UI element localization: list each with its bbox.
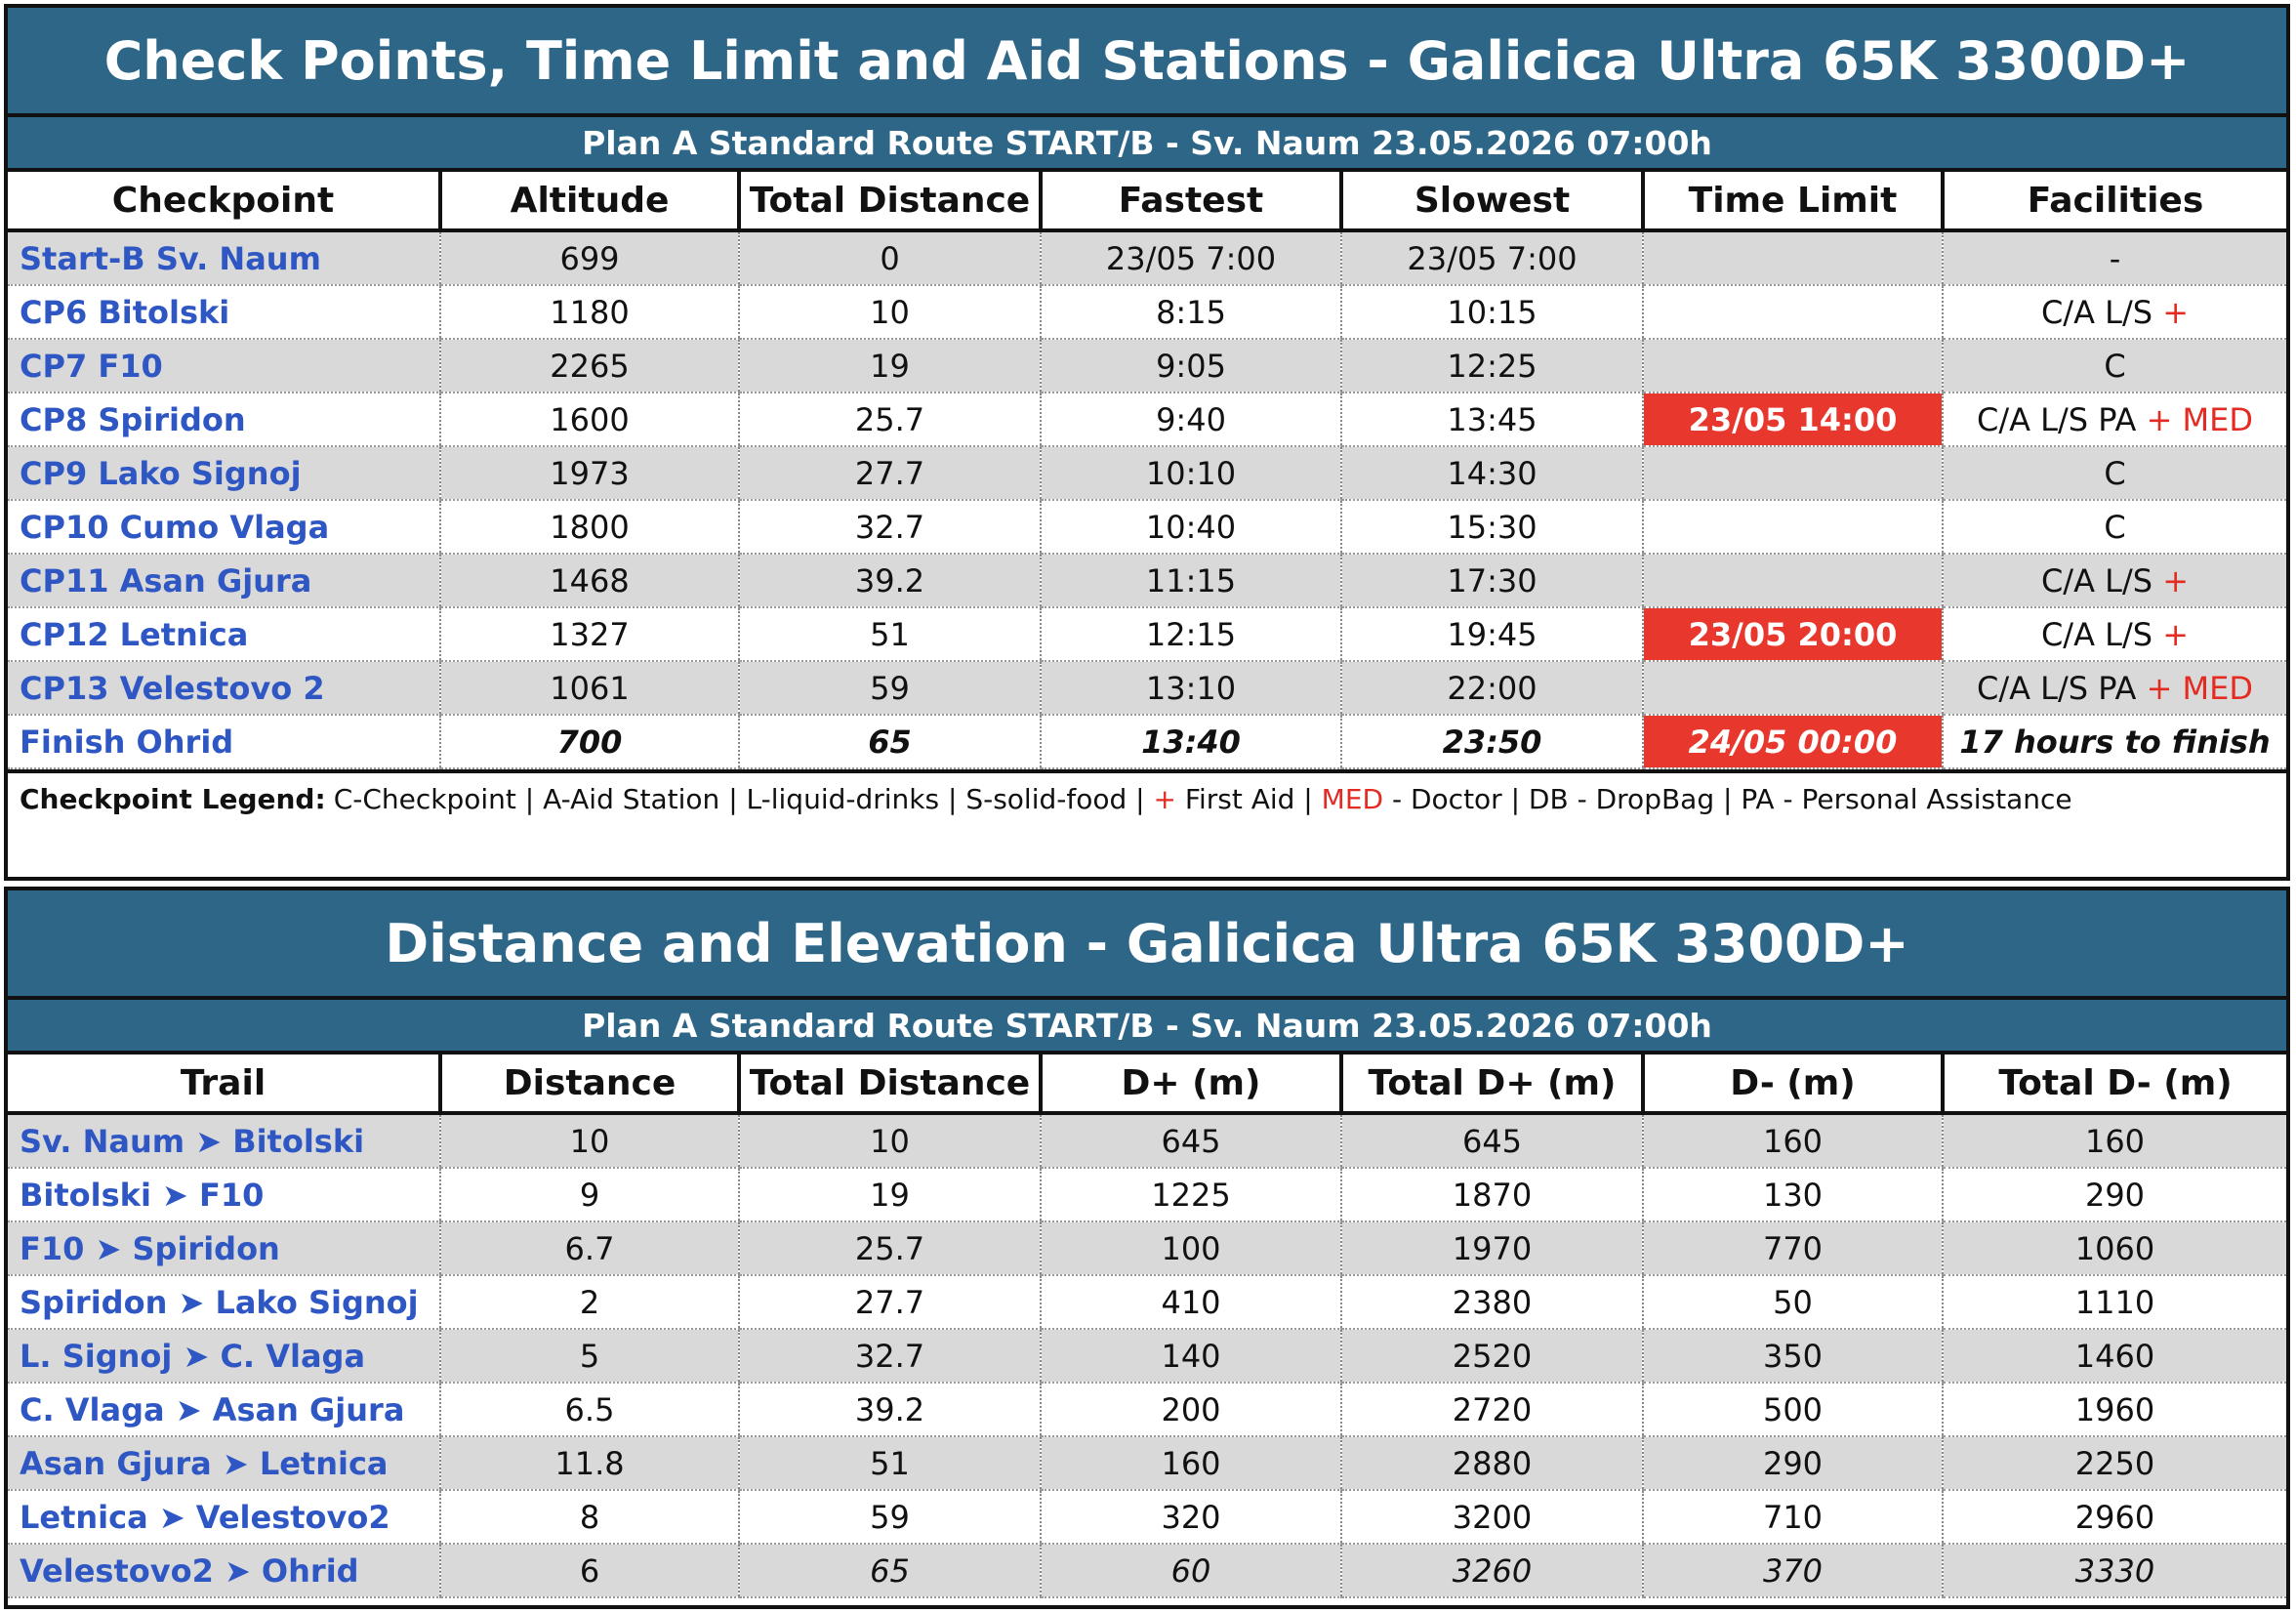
altitude-cell: 1061 (440, 661, 739, 715)
facilities-cell (1943, 554, 2286, 607)
table-row (8, 554, 2286, 607)
distance-title: Distance and Elevation - Galicica Ultra 65K 3300D+ (8, 890, 2286, 1000)
distance-header-row (8, 1055, 2286, 1113)
fastest-cell: 12:15 (1041, 607, 1341, 661)
total-distance-cell: 59 (739, 661, 1041, 715)
d-minus-cell: 50 (1643, 1275, 1943, 1329)
checkpoint-name: CP6 Bitolski (8, 285, 440, 339)
fastest-cell: 9:40 (1041, 393, 1341, 446)
distance-cell: 6 (440, 1544, 739, 1597)
altitude-cell: 2265 (440, 339, 739, 393)
total-d-plus-cell: 2380 (1341, 1275, 1643, 1329)
total-distance-cell: 10 (739, 1113, 1041, 1168)
total-d-minus-cell: 160 (1943, 1113, 2286, 1168)
time-limit-cell (1643, 661, 1943, 715)
legend-first-aid-symbol: + (1153, 782, 1176, 815)
fastest-cell: 10:40 (1041, 500, 1341, 554)
time-limit-cell (1643, 554, 1943, 607)
checkpoints-table-block (4, 4, 2290, 881)
total-d-plus-cell: 1970 (1341, 1221, 1643, 1275)
distance-cell: 6.5 (440, 1383, 739, 1436)
facilities-cell (1943, 607, 2286, 661)
d-plus-cell: 200 (1041, 1383, 1341, 1436)
slowest-cell: 10:15 (1341, 285, 1643, 339)
total-distance-cell: 39.2 (739, 1383, 1041, 1436)
checkpoint-name: CP10 Cumo Vlaga (8, 500, 440, 554)
legend-text: - Doctor | DB - DropBag | PA - Personal Assistance (1391, 782, 2072, 815)
time-limit-cell: 23/05 14:00 (1643, 393, 1943, 446)
checkpoint-name: CP9 Lako Signoj (8, 446, 440, 500)
legend-label: Checkpoint Legend: (20, 782, 326, 815)
total-d-minus-cell: 1960 (1943, 1383, 2286, 1436)
column-header: Altitude (440, 172, 739, 230)
trail-name: F10 ➤ Spiridon (8, 1221, 440, 1275)
fastest-cell: 23/05 7:00 (1041, 230, 1341, 285)
d-minus-cell: 160 (1643, 1113, 1943, 1168)
column-header: Fastest (1041, 172, 1341, 230)
altitude-cell: 1973 (440, 446, 739, 500)
checkpoint-name: Finish Ohrid (8, 715, 440, 768)
total-distance-cell: 19 (739, 1168, 1041, 1221)
facilities-text: C (2104, 347, 2126, 385)
facilities-text: C/A L/S PA (1976, 400, 2137, 438)
d-minus-cell: 770 (1643, 1221, 1943, 1275)
distance-cell: 2 (440, 1275, 739, 1329)
checkpoint-name: CP8 Spiridon (8, 393, 440, 446)
trail-name: Spiridon ➤ Lako Signoj (8, 1275, 440, 1329)
table-row (8, 230, 2286, 285)
column-header: Total D+ (m) (1341, 1055, 1643, 1113)
total-distance-cell: 0 (739, 230, 1041, 285)
facilities-medical-marker: + (2162, 293, 2190, 331)
total-distance-cell: 19 (739, 339, 1041, 393)
column-header: Trail (8, 1055, 440, 1113)
checkpoint-name: CP12 Letnica (8, 607, 440, 661)
total-d-plus-cell: 2520 (1341, 1329, 1643, 1383)
facilities-text: C (2104, 508, 2126, 546)
facilities-text: C (2104, 454, 2126, 492)
facilities-text: C/A L/S (2040, 615, 2153, 653)
distance-subtitle: Plan A Standard Route START/B - Sv. Naum 23.05.2026 07:00h (8, 1000, 2286, 1055)
facilities-medical-marker: + MED (2146, 400, 2254, 438)
d-plus-cell: 100 (1041, 1221, 1341, 1275)
table-row (8, 446, 2286, 500)
table-row (8, 607, 2286, 661)
altitude-cell: 699 (440, 230, 739, 285)
distance-cell: 9 (440, 1168, 739, 1221)
table-row (8, 285, 2286, 339)
total-distance-cell: 27.7 (739, 446, 1041, 500)
total-distance-cell: 32.7 (739, 1329, 1041, 1383)
fastest-cell: 13:40 (1041, 715, 1341, 768)
facilities-cell (1943, 339, 2286, 393)
d-plus-cell: 60 (1041, 1544, 1341, 1597)
total-distance-cell: 59 (739, 1490, 1041, 1544)
slowest-cell: 23/05 7:00 (1341, 230, 1643, 285)
d-minus-cell: 370 (1643, 1544, 1943, 1597)
checkpoints-subtitle: Plan A Standard Route START/B - Sv. Naum 23.05.2026 07:00h (8, 117, 2286, 172)
facilities-text: C/A L/S PA (1976, 669, 2137, 707)
trail-name: Velestovo2 ➤ Ohrid (8, 1544, 440, 1597)
facilities-cell (1943, 715, 2286, 768)
total-d-minus-cell: 290 (1943, 1168, 2286, 1221)
slowest-cell: 14:30 (1341, 446, 1643, 500)
total-d-minus-cell: 1060 (1943, 1221, 2286, 1275)
legend-med-symbol: MED (1321, 782, 1384, 815)
fastest-cell: 9:05 (1041, 339, 1341, 393)
table-row (8, 393, 2286, 446)
checkpoints-table (8, 172, 2286, 769)
fastest-cell: 13:10 (1041, 661, 1341, 715)
table-row (8, 339, 2286, 393)
d-minus-cell: 290 (1643, 1436, 1943, 1490)
trail-name: Asan Gjura ➤ Letnica (8, 1436, 440, 1490)
facilities-text: C/A L/S (2040, 561, 2153, 600)
d-plus-cell: 160 (1041, 1436, 1341, 1490)
facilities-cell (1943, 393, 2286, 446)
distance-cell: 5 (440, 1329, 739, 1383)
distance-cell: 11.8 (440, 1436, 739, 1490)
legend-text: C-Checkpoint | A-Aid Station | L-liquid-drinks | S-solid-food | (333, 782, 1145, 815)
total-distance-cell: 25.7 (739, 393, 1041, 446)
slowest-cell: 15:30 (1341, 500, 1643, 554)
checkpoint-name: CP11 Asan Gjura (8, 554, 440, 607)
total-d-plus-cell: 2880 (1341, 1436, 1643, 1490)
column-header: Facilities (1943, 172, 2286, 230)
altitude-cell: 1327 (440, 607, 739, 661)
total-distance-cell: 27.7 (739, 1275, 1041, 1329)
column-header: D+ (m) (1041, 1055, 1341, 1113)
column-header: Distance (440, 1055, 739, 1113)
trail-name: L. Signoj ➤ C. Vlaga (8, 1329, 440, 1383)
column-header: Checkpoint (8, 172, 440, 230)
column-header: Slowest (1341, 172, 1643, 230)
time-limit-cell (1643, 446, 1943, 500)
slowest-cell: 22:00 (1341, 661, 1643, 715)
d-minus-cell: 350 (1643, 1329, 1943, 1383)
column-header: D- (m) (1643, 1055, 1943, 1113)
total-d-minus-cell: 2250 (1943, 1436, 2286, 1490)
d-plus-cell: 140 (1041, 1329, 1341, 1383)
altitude-cell: 1180 (440, 285, 739, 339)
facilities-cell (1943, 661, 2286, 715)
facilities-medical-marker: + (2162, 615, 2190, 653)
facilities-cell (1943, 230, 2286, 285)
fastest-cell: 10:10 (1041, 446, 1341, 500)
checkpoint-name: Start-B Sv. Naum (8, 230, 440, 285)
facilities-cell (1943, 446, 2286, 500)
facilities-medical-marker: + (2162, 561, 2190, 600)
slowest-cell: 13:45 (1341, 393, 1643, 446)
total-d-plus-cell: 645 (1341, 1113, 1643, 1168)
d-minus-cell: 130 (1643, 1168, 1943, 1221)
trail-name: Letnica ➤ Velestovo2 (8, 1490, 440, 1544)
facilities-text: - (2109, 239, 2121, 277)
facilities-cell (1943, 500, 2286, 554)
slowest-cell: 23:50 (1341, 715, 1643, 768)
legend-text: First Aid | (1184, 782, 1313, 815)
total-d-plus-cell: 3200 (1341, 1490, 1643, 1544)
time-limit-cell (1643, 285, 1943, 339)
column-header: Time Limit (1643, 172, 1943, 230)
trail-name: C. Vlaga ➤ Asan Gjura (8, 1383, 440, 1436)
facilities-medical-marker: + MED (2146, 669, 2254, 707)
table-row (8, 1544, 2286, 1597)
total-distance-cell: 51 (739, 607, 1041, 661)
distance-table-block (4, 887, 2290, 1609)
slowest-cell: 17:30 (1341, 554, 1643, 607)
table-row (8, 500, 2286, 554)
fastest-cell: 8:15 (1041, 285, 1341, 339)
total-distance-cell: 65 (739, 715, 1041, 768)
d-plus-cell: 320 (1041, 1490, 1341, 1544)
table-row (8, 1490, 2286, 1544)
checkpoint-name: CP13 Velestovo 2 (8, 661, 440, 715)
distance-cell: 8 (440, 1490, 739, 1544)
checkpoint-legend (8, 769, 2286, 824)
altitude-cell: 1800 (440, 500, 739, 554)
d-minus-cell: 500 (1643, 1383, 1943, 1436)
total-d-minus-cell: 2960 (1943, 1490, 2286, 1544)
altitude-cell: 1600 (440, 393, 739, 446)
column-header: Total Distance (739, 1055, 1041, 1113)
total-d-minus-cell: 3330 (1943, 1544, 2286, 1597)
distance-table (8, 1055, 2286, 1598)
time-limit-cell: 23/05 20:00 (1643, 607, 1943, 661)
time-limit-cell (1643, 230, 1943, 285)
table-row (8, 715, 2286, 768)
table-row (8, 1329, 2286, 1383)
table-row (8, 1113, 2286, 1168)
facilities-text: C/A L/S (2040, 293, 2153, 331)
table-row (8, 1436, 2286, 1490)
trail-name: Bitolski ➤ F10 (8, 1168, 440, 1221)
total-distance-cell: 51 (739, 1436, 1041, 1490)
total-d-plus-cell: 3260 (1341, 1544, 1643, 1597)
checkpoints-title: Check Points, Time Limit and Aid Stations - Galicica Ultra 65K 3300D+ (8, 8, 2286, 117)
table-row (8, 1221, 2286, 1275)
trail-name: Sv. Naum ➤ Bitolski (8, 1113, 440, 1168)
total-d-minus-cell: 1110 (1943, 1275, 2286, 1329)
distance-cell: 10 (440, 1113, 739, 1168)
checkpoints-header-row (8, 172, 2286, 230)
facilities-cell (1943, 285, 2286, 339)
table-row (8, 1275, 2286, 1329)
column-header: Total D- (m) (1943, 1055, 2286, 1113)
d-plus-cell: 1225 (1041, 1168, 1341, 1221)
total-distance-cell: 10 (739, 285, 1041, 339)
total-distance-cell: 65 (739, 1544, 1041, 1597)
d-plus-cell: 410 (1041, 1275, 1341, 1329)
total-distance-cell: 39.2 (739, 554, 1041, 607)
slowest-cell: 12:25 (1341, 339, 1643, 393)
time-limit-cell (1643, 500, 1943, 554)
total-d-plus-cell: 1870 (1341, 1168, 1643, 1221)
facilities-text: 17 hours to finish (1959, 723, 2271, 761)
total-distance-cell: 32.7 (739, 500, 1041, 554)
total-distance-cell: 25.7 (739, 1221, 1041, 1275)
table-row (8, 1383, 2286, 1436)
time-limit-cell: 24/05 00:00 (1643, 715, 1943, 768)
distance-cell: 6.7 (440, 1221, 739, 1275)
altitude-cell: 1468 (440, 554, 739, 607)
table-row (8, 661, 2286, 715)
checkpoint-name: CP7 F10 (8, 339, 440, 393)
fastest-cell: 11:15 (1041, 554, 1341, 607)
table-row (8, 1168, 2286, 1221)
altitude-cell: 700 (440, 715, 739, 768)
total-d-plus-cell: 2720 (1341, 1383, 1643, 1436)
total-d-minus-cell: 1460 (1943, 1329, 2286, 1383)
d-minus-cell: 710 (1643, 1490, 1943, 1544)
slowest-cell: 19:45 (1341, 607, 1643, 661)
d-plus-cell: 645 (1041, 1113, 1341, 1168)
time-limit-cell (1643, 339, 1943, 393)
column-header: Total Distance (739, 172, 1041, 230)
